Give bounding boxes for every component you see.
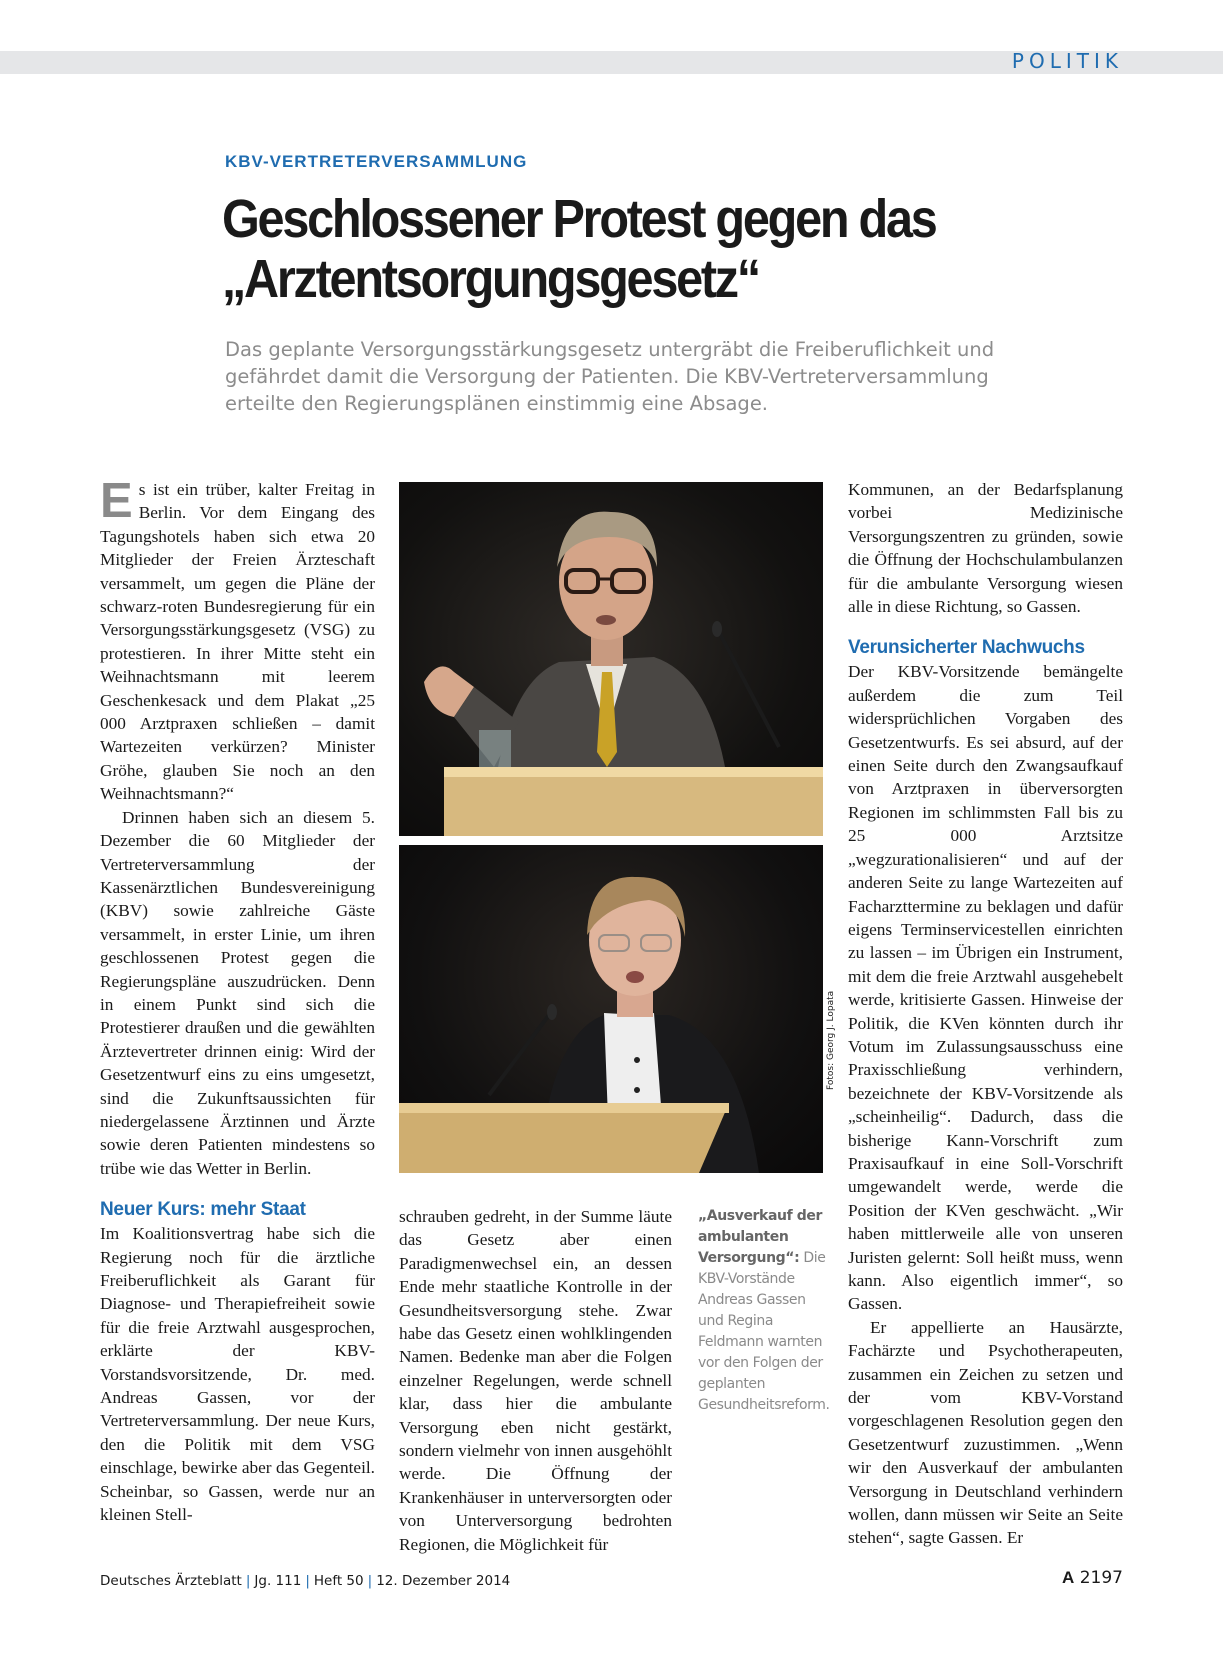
photo-regina-feldmann (399, 845, 823, 1173)
photo-caption (698, 1206, 828, 1416)
paragraph-6: Der KBV-Vorsitzende bemängelte außerdem die zum Teil widersprüchlichen Vorgaben des Gesetzentwurfs. Es sei absurd, auf der einen Seite durch den Zwangsaufkauf von Arztpraxen in überversorgten Regionen im schlimmsten Fall bis zu 25 000 Arztsitze „wegzurationalisieren“ und auf der anderen Seite zu lange Wartezeiten auf Facharzttermine zu beklagen und dafür eigens Terminservicestellen einrichten zu lassen – im Übrigen ein Instrument, mit dem die freie Arztwahl ausgehebelt werde, kritisierte Gassen. Hinweise der Politik, die KVen könnten durch ihr Votum im Zulassungsausschuss eine Praxisschließung verhindern, bezeichnete der KBV-Vorsitzende als „scheinheilig“. Dadurch, dass die bisherige Kann-Vorschrift zum Praxisaufkauf in eine Soll-Vorschrift umgewandelt werde, werde die Position der KVen geschwächt. „Wir haben mittlerweile alle von unseren Juristen gelernt: Soll heißt muss, wenn kann. Also eigentlich immer“, so Gassen. (848, 662, 1123, 1314)
journal-volume: Jg. 111 (254, 1573, 302, 1589)
paragraph-1-text: s ist ein trüber, kalter Freitag in Berlin. Vor dem Eingang des Tagungshotels haben sich etwa 20 Mitglieder der Freien Ärzteschaft versammelt, um gegen die Pläne der schwarz-roten Bundesregierung für ein Versorgungsstärkungsgesetz (VSG) zu protestieren. In ihrer Mitte steht ein Weihnachtsmann mit leerem Geschenkesack und dem Plakat „25 000 Arztpraxen schließen – damit Wartezeiten verkürzen? Minister Gröhe, glauben Sie noch an den Weihnachtsmann?“ (100, 480, 375, 804)
deck-line-1: Das geplante Versorgungsstärkungsgesetz untergräbt die Freiberuflichkeit und (225, 338, 995, 361)
deck-line-3: erteilte den Regierungsplänen einstimmig eine Absage. (225, 392, 769, 415)
subhead-nachwuchs: Verunsicherter Nachwuchs (848, 637, 1085, 659)
paragraph-5: Kommunen, an der Bedarfsplanung vorbei Medizinische Versorgungszentren zu gründen, sowie die Öffnung der Hochschulambulanzen für die ambulante Versorgung wiesen alle in diese Richtung, so Gassen. (848, 480, 1123, 617)
photo-andreas-gassen (399, 482, 823, 836)
headline-line-1: Geschlossener Protest gegen das (222, 189, 936, 249)
column-left (100, 474, 375, 1526)
section-label: POLITIK (1011, 49, 1123, 73)
paragraph-3: Im Koalitionsvertrag habe sich die Regierung noch für die ärztliche Freiberuflichkeit als Garant für Diagnose- und Therapiefreiheit sowie für die freie Arztwahl ausgesprochen, erklärte der KBV-Vorstandsvorsitzende, Dr. med. Andreas Gassen, vor der Vertreterversammlung. Der neue Kurs, den die Politik mit dem VSG einschlage, bewirke aber das Gegenteil. Scheinbar, so Gassen, werde nur an kleinen Stell- (100, 1224, 375, 1525)
deck-line-2: gefährdet damit die Versorgung der Patienten. Die KBV-Vertreterversammlung (225, 365, 989, 388)
column-right (848, 478, 1123, 1550)
deck (225, 336, 1105, 417)
journal-issue: Heft 50 (313, 1573, 364, 1589)
page-prefix: A (1062, 1568, 1075, 1587)
photo-1-illustration (399, 482, 823, 836)
drop-cap: E (100, 474, 133, 528)
subhead-neuer-kurs: Neuer Kurs: mehr Staat (100, 1199, 306, 1221)
headline-line-2: „Arztentsorgungsgesetz“ (222, 249, 759, 309)
caption-head: „Ausverkauf der ambulanten Versorgung“: (698, 1208, 822, 1266)
paragraph-1 (100, 474, 375, 806)
photo-2-illustration (399, 845, 823, 1173)
headline (222, 189, 1032, 309)
kicker: KBV-VERTRETERVERSAMMLUNG (225, 152, 528, 171)
page-number (1062, 1568, 1123, 1588)
journal-date: 12. Dezember 2014 (376, 1573, 511, 1589)
paragraph-7: Er appellierte an Hausärzte, Fachärzte und Psychotherapeuten, zusammen ein Zeichen zu setzen und der vom KBV-Vorstand vorgeschlagenen Resolution gegen den Gesetzentwurf zuzustimmen. „Wenn wir den Ausverkauf der ambulanten Versorgung in Deutschland verhindern wollen, dann müssen wir Seite an Seite stehen“, sagte Gassen. Er (848, 1317, 1123, 1548)
paragraph-4: schrauben gedreht, in der Summe läute das Gesetz aber einen Paradigmenwechsel ein, an dessen Ende mehr staatliche Kontrolle in der Gesundheitsversorgung stehe. Zwar habe das Gesetz einen wohlklingenden Namen. Bedenke man aber die Folgen einzelner Regelungen, werde schnell klar, dass hier die ambulante Versorgung eben nicht gestärkt, sondern vielmehr von innen ausgehöhlt werde. Die Öffnung der Krankenhäuser in unterversorgten oder von Unterversorgung bedrohten Regionen, die Möglichkeit für (399, 1207, 672, 1554)
journal-name: Deutsches Ärzteblatt (100, 1573, 242, 1589)
footer: Deutsches Ärzteblatt | Jg. 111 | Heft 50 | 12. Dezember 2014 (100, 1573, 511, 1589)
paragraph-2: Drinnen haben sich an diesem 5. Dezember die 60 Mitglieder der Vertreterversammlung der Kassenärztlichen Bundesvereinigung (KBV) sowie zahlreiche Gäste versammelt, in erster Linie, um ihren geschlossenen Protest gegen die Regierungspläne auszudrücken. Denn in einem Punkt sind sich die Protestierer draußen und die gewählten Ärztevertreter drinnen einig: Wird der Gesetzentwurf eins zu eins umgesetzt, sind die Zukunftsaussichten für niedergelassene Ärztinnen und Ärzte sowie deren Patienten mindestens so trübe wie das Wetter in Berlin. (100, 807, 375, 1178)
photo-credit: Fotos: Georg J. Lopata (826, 990, 836, 1090)
caption-text: Die KBV-Vorstände Andreas Gassen und Regina Feldmann warnten vor den Folgen der geplanten Gesundheitsreform. (698, 1250, 830, 1413)
column-middle (399, 1205, 672, 1556)
page-number-value: 2197 (1079, 1568, 1123, 1588)
